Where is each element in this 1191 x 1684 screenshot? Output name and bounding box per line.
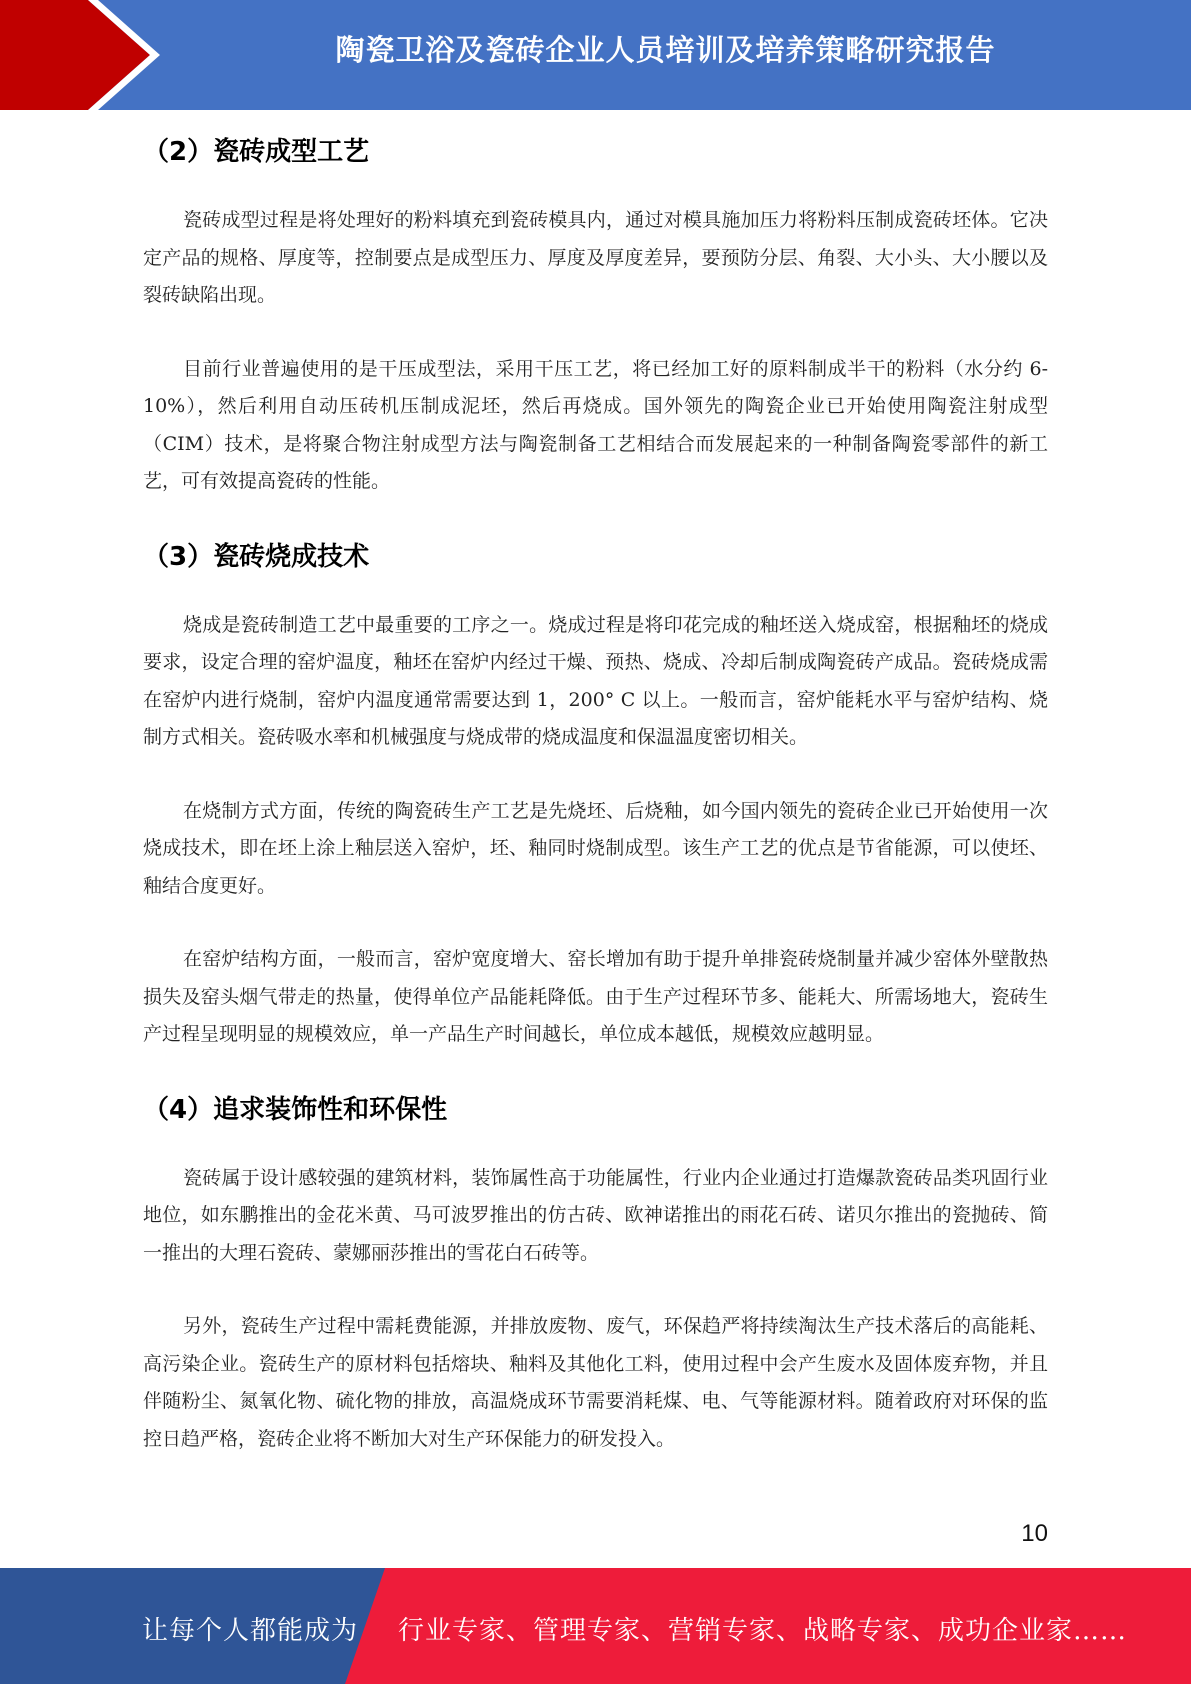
report-title: 陶瓷卫浴及瓷砖企业人员培训及培养策略研究报告 bbox=[335, 33, 996, 67]
section-heading: （4）追求装饰性和环保性 bbox=[143, 1094, 448, 1125]
page-header bbox=[0, 0, 1191, 110]
footer-slogan-right: 行业专家、管理专家、营销专家、战略专家、成功企业家…… bbox=[398, 1616, 1128, 1646]
paragraph: 目前行业普遍使用的是干压成型法，采用干压工艺，将已经加工好的原料制成半干的粉料（水分约 6-10%），然后利用自动压砖机压制成泥坯，然后再烧成。国外领先的陶瓷企业已开始使用陶瓷注射成型（CIM）技术，是将聚合物注射成型方法与陶瓷制备工艺相结合而发展起来的一种制备陶瓷零部件的新工艺，可有效提高瓷砖的性能。 bbox=[143, 357, 1048, 492]
section-decoration-environment bbox=[143, 1090, 1048, 1459]
paragraph: 瓷砖成型过程是将处理好的粉料填充到瓷砖模具内，通过对模具施加压力将粉料压制成瓷砖坯体。它决定产品的规格、厚度等，控制要点是成型压力、厚度及厚度差异，要预防分层、角裂、大小头、大小腰以及裂砖缺陷出现。 bbox=[143, 209, 1048, 306]
section-heading: （3）瓷砖烧成技术 bbox=[143, 541, 370, 572]
paragraph: 烧成是瓷砖制造工艺中最重要的工序之一。烧成过程是将印花完成的釉坯送入烧成窑，根据釉坯的烧成要求，设定合理的窑炉温度，釉坯在窑炉内经过干燥、预热、烧成、冷却后制成陶瓷砖产成品。瓷砖烧成需在窑炉内进行烧制，窑炉内温度通常需要达到 1，200° C 以上。一般而言，窑炉能耗水平与窑炉结构、烧制方式相关。瓷砖吸水率和机械强度与烧成带的烧成温度和保温温度密切相关。 bbox=[143, 613, 1048, 748]
section-heading: （2）瓷砖成型工艺 bbox=[143, 137, 370, 167]
paragraph: 在烧制方式方面，传统的陶瓷砖生产工艺是先烧坯、后烧釉，如今国内领先的瓷砖企业已开始使用一次烧成技术，即在坯上涂上釉层送入窑炉，坯、釉同时烧制成型。该生产工艺的优点是节省能源，可以使坯、釉结合度更好。 bbox=[143, 799, 1048, 897]
section-firing bbox=[143, 537, 1048, 1054]
paragraph: 另外，瓷砖生产过程中需耗费能源，并排放废物、废气，环保趋严将持续淘汰生产技术落后的高能耗、高污染企业。瓷砖生产的原材料包括熔块、釉料及其他化工料，使用过程中会产生废水及固体废弃物，并且伴随粉尘、氮氧化物、硫化物的排放，高温烧成环节需要消耗煤、电、气等能源材料。随着政府对环保的监控日趋严格，瓷砖企业将不断加大对生产环保能力的研发投入。 bbox=[143, 1315, 1048, 1450]
page-number: 10 bbox=[1021, 1520, 1048, 1547]
paragraph: 在窑炉结构方面，一般而言，窑炉宽度增大、窑长增加有助于提升单排瓷砖烧制量并减少窑体外壁散热损失及窑头烟气带走的热量，使得单位产品能耗降低。由于生产过程环节多、能耗大、所需场地大，瓷砖生产过程呈现明显的规模效应，单一产品生产时间越长，单位成本越低，规模效应越明显。 bbox=[143, 948, 1048, 1045]
section-forming bbox=[143, 132, 1048, 501]
page-footer bbox=[0, 1568, 1191, 1684]
paragraph: 瓷砖属于设计感较强的建筑材料，装饰属性高于功能属性，行业内企业通过打造爆款瓷砖品类巩固行业地位，如东鹏推出的金花米黄、马可波罗推出的仿古砖、欧神诺推出的雨花石砖、诺贝尔推出的瓷抛砖、简一推出的大理石瓷砖、蒙娜丽莎推出的雪花白石砖等。 bbox=[143, 1166, 1048, 1264]
main-content bbox=[143, 118, 1048, 1494]
footer-slogan-left: 让每个人都能成为 bbox=[142, 1616, 359, 1646]
